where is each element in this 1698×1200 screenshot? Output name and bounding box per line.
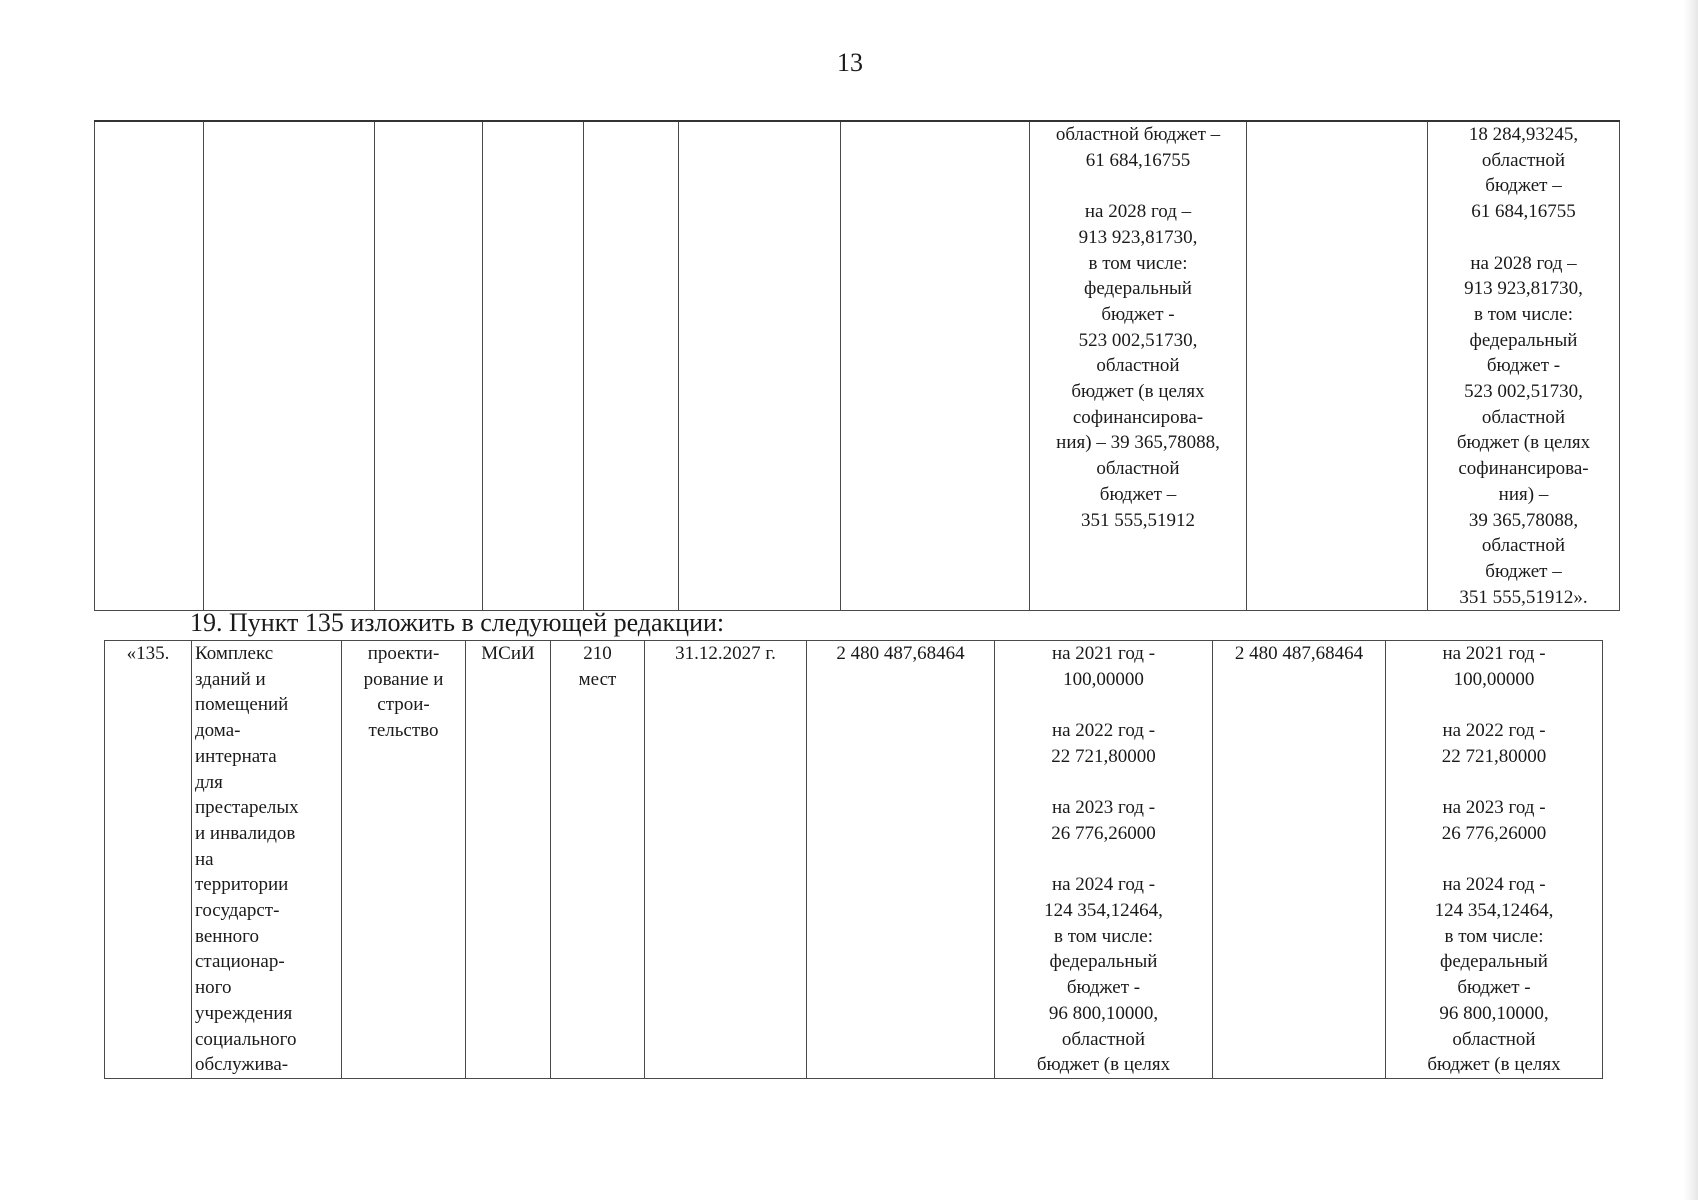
table-cell-deadline <box>679 121 841 611</box>
continuation-table <box>94 120 1620 611</box>
table-cell-object: Комплекс зданий и помещений дома- интерната для престарелых и инвалидов на территории государст- венного стационар- ного учреждения социального обслужива- <box>192 641 342 1079</box>
table-cell-financing-2: на 2021 год - 100,00000 на 2022 год - 22 721,80000 на 2023 год - 26 776,26000 на 2024 год - 124 354,12464, в том числе: федеральный бюджет - 96 800,10000, областной бюджет (в целях <box>1386 641 1603 1079</box>
table-cell-financing-2: 18 284,93245, областной бюджет – 61 684,16755 на 2028 год – 913 923,81730, в том числе: федеральный бюджет - 523 002,51730, областной бюджет (в целях софинансирова- ния) – 39 365,78088, областной бюджет – 351 555,51912». <box>1428 121 1620 611</box>
item-135-table <box>104 640 1603 1079</box>
table-cell-number: «135. <box>105 641 192 1079</box>
table-cell-cost <box>841 121 1030 611</box>
table-cell-deadline: 31.12.2027 г. <box>645 641 807 1079</box>
table-cell-work-type <box>375 121 483 611</box>
table-cell-number <box>95 121 204 611</box>
page-number: 13 <box>837 48 863 77</box>
table-cell-cost: 2 480 487,68464 <box>807 641 995 1079</box>
table-cell-object <box>204 121 375 611</box>
table-cell-work-type: проекти- рование и строи- тельство <box>342 641 466 1079</box>
table-row <box>95 121 1620 611</box>
table-cell-capacity <box>584 121 679 611</box>
table-cell-financing: областной бюджет – 61 684,16755 на 2028 год – 913 923,81730, в том числе: федеральный бюджет - 523 002,51730, областной бюджет (в целях софинансирова- ния) – 39 365,78088, областной бюджет – 351 555,51912 <box>1030 121 1247 611</box>
table-cell-cost-2 <box>1247 121 1428 611</box>
table-row <box>105 641 1603 1079</box>
table-cell-capacity: 210 мест <box>551 641 645 1079</box>
table-cell-financing: на 2021 год - 100,00000 на 2022 год - 22 721,80000 на 2023 год - 26 776,26000 на 2024 год - 124 354,12464, в том числе: федеральный бюджет - 96 800,10000, областной бюджет (в целях <box>995 641 1213 1079</box>
section-heading: 19. Пункт 135 изложить в следующей редакции: <box>190 608 725 637</box>
table-cell-cost-2: 2 480 487,68464 <box>1213 641 1386 1079</box>
scan-edge <box>1684 0 1698 1200</box>
table-cell-customer: МСиИ <box>466 641 551 1079</box>
table-cell-customer <box>483 121 584 611</box>
